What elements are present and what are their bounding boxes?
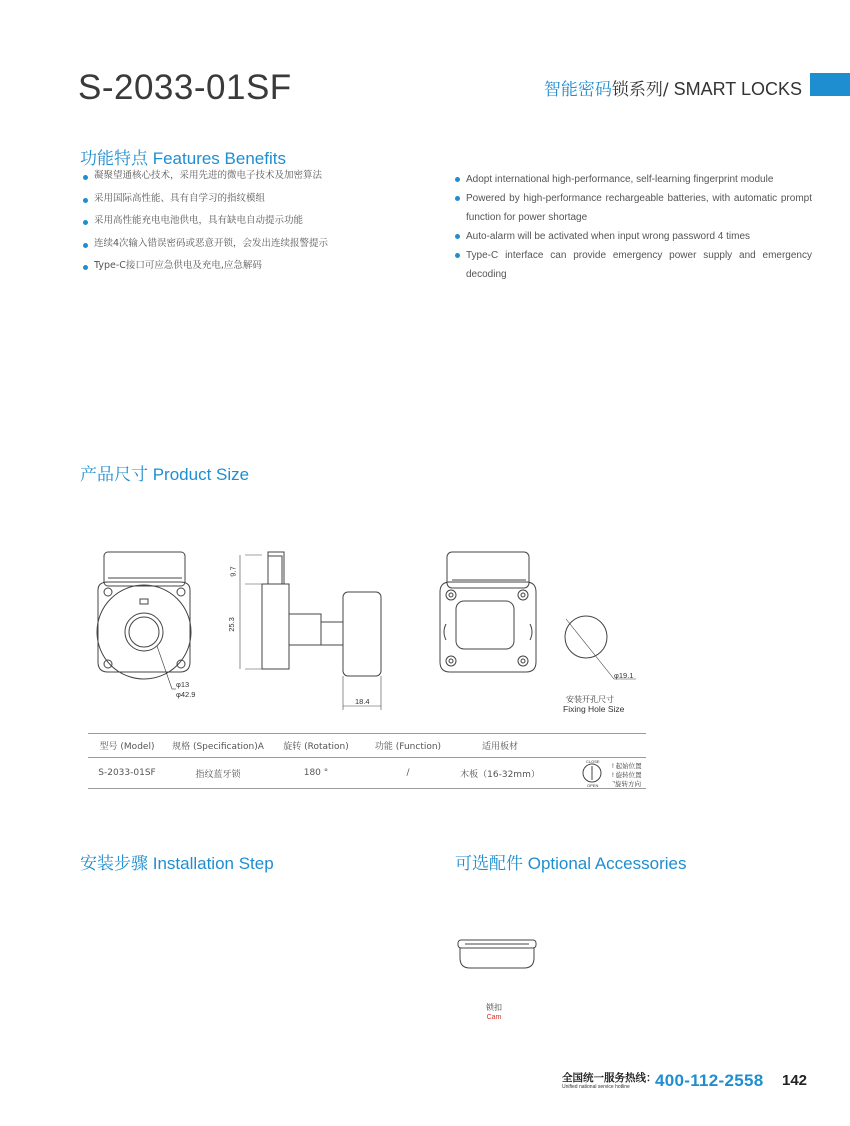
feature-item-en: Type-C interface can provide emergency power supply and emergency decoding [454,246,812,284]
product-size-heading-en: Product Size [148,465,250,484]
spec-header-diagram [546,734,646,758]
feature-item-cn: 采用国际高性能、具有自学习的指纹模组 [82,193,412,216]
fixing-hole-label-cn: 安装开孔尺寸 [566,695,614,704]
spec-cell-function: / [362,758,454,789]
front-view-drawing [97,552,191,689]
installation-heading-cn: 安装步骤 [80,854,148,874]
spec-header-board: 适用板材 [454,734,546,758]
dim-18-4: 18.4 [355,697,370,706]
legend-rotate-text: 旋转位置 [615,772,642,779]
cam-accessory-drawing [458,940,536,968]
installation-heading-en: Installation Step [148,854,274,873]
series-accent-bar [810,73,850,96]
hotline-label [562,1072,657,1090]
dim-9-7: 9.7 [228,566,238,577]
feature-item-cn: Type-C接口可应急供电及充电,应急解码 [82,260,412,283]
features-list-en [454,170,812,284]
series-title-en: SMART LOCKS [668,79,802,99]
product-size-heading-cn: 产品尺寸 [80,465,148,485]
model-number: S-2033-01SF [78,68,292,107]
features-list-cn [82,170,412,283]
spec-table [88,733,646,789]
fixing-hole-drawing [565,616,636,679]
spec-header-specification: 规格 (Specification)A [166,734,270,758]
spec-cell-board: 木板（16-32mm） [454,758,546,789]
spec-header-model: 型号 (Model) [88,734,166,758]
accessories-heading [455,849,686,874]
back-view-drawing [440,552,536,672]
spec-cell-model: S-2033-01SF [88,758,166,789]
legend-rotate-direction: ⌝旋转方向 [612,781,642,788]
fixing-hole-label-en: Fixing Hole Size [563,704,625,714]
feature-item-cn: 凝聚望通核心技术，采用先进的微电子技术及加密算法 [82,170,412,193]
feature-item-cn: 连续4次输入错误密码或恶意开锁，会发出连续报警提示 [82,238,412,261]
dial-open-label: OPEN [587,783,599,788]
spec-table-header-row [88,734,646,758]
spec-header-function: 功能 (Function) [362,734,454,758]
features-heading-cn: 功能特点 [80,149,148,169]
series-title-cn-dark: 锁系列/ [611,80,669,100]
accessories-heading-cn: 可选配件 [455,854,523,874]
features-heading [80,144,286,169]
hotline-label-en: Unified national service hotline [562,1084,630,1090]
cam-label [470,1003,518,1023]
page-number: 142 [782,1072,808,1089]
product-size-heading [80,460,249,485]
feature-item-en: Auto-alarm will be activated when input wrong password 4 times [454,227,812,246]
feature-item-en: Powered by high-performance rechargeable batteries, with automatic prompt function for power shortage [454,189,812,227]
hotline-label-cn: 全国统一服务热线： [562,1072,657,1084]
series-title-cn-blue: 智能密码 [543,80,612,100]
side-view-drawing [240,552,381,710]
dim-25-3: 25.3 [226,617,236,632]
feature-item-cn: 采用高性能充电电池供电，具有缺电自动提示功能 [82,215,412,238]
dim-phi13: φ13 [176,680,190,689]
installation-heading [80,849,274,874]
dial-close-label: CLOSE [586,759,600,764]
cam-label-en: Cam [486,1014,502,1021]
dim-phi19-1: φ19.1 [614,671,634,680]
legend-start-position: ! 起始位置 [612,763,642,770]
legend-rotate-position: ! 旋转位置 [612,772,642,779]
dim-phi42-9: φ42.9 [176,690,196,699]
spec-cell-rotation: 180 ° [270,758,362,789]
features-heading-en: Features Benefits [148,149,286,168]
accessories-heading-en: Optional Accessories [523,854,687,873]
cam-label-cn: 锁扣 [486,1003,502,1012]
spec-cell-specification: 指纹蓝牙锁 [166,758,270,789]
legend-direction-text: 旋转方向 [615,781,642,788]
spec-header-rotation: 旋转 (Rotation) [270,734,362,758]
legend-start-text: 起始位置 [615,763,642,770]
series-title [544,75,802,100]
hotline-phone: 400-112-2558 [655,1071,764,1090]
feature-item-en: Adopt international high-performance, self-learning fingerprint module [454,170,812,189]
spec-table-row [88,758,646,789]
